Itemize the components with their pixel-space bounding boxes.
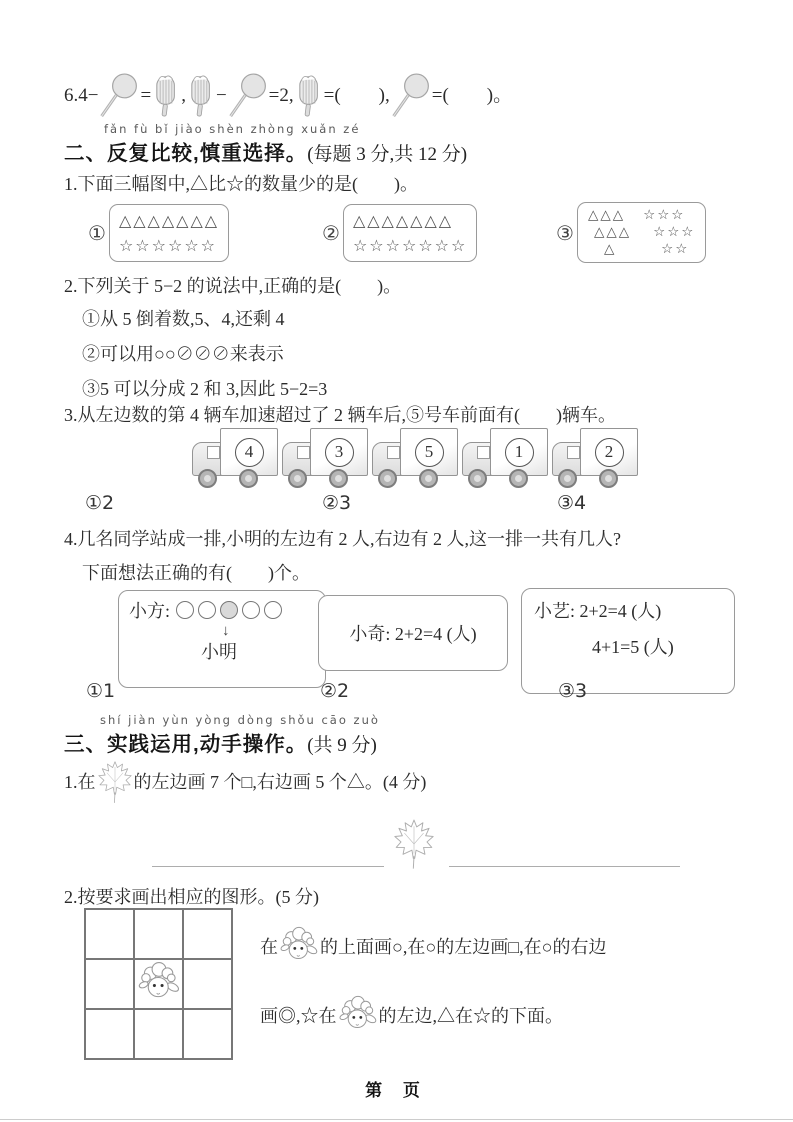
down-arrow-icon: ↓ [222,623,230,639]
truck-number: 3 [325,438,354,467]
q2-statement-2: ②可以用○○⊘⊘⊘来表示 [82,344,284,364]
q6-text-part: =( ), [323,85,390,106]
section2-title: 二、反复比较,慎重选择。 [64,142,308,165]
q1-figure-1-box [109,204,229,262]
person-dot [242,601,260,619]
sheep-icon [337,995,379,1037]
q6-text-part: =( )。 [431,85,513,106]
q4-option-3: ③3 [558,680,588,702]
star-line: ☆☆☆ [643,207,686,223]
q1-text: 1.下面三幅图中,△比☆的数量少的是( )。 [64,174,418,194]
answer-line-left [152,866,384,867]
page-footer: 第 页 [365,1081,428,1100]
q4-text-line1: 4.几名同学站成一排,小明的左边有 2 人,右边有 2 人,这一排一共有几人? [64,529,621,549]
q1-figure-1 [88,204,229,262]
q1-figure-3 [556,202,706,263]
xiaofang-row [129,597,315,623]
truck-wheel [468,469,487,488]
truck-wheel [558,469,577,488]
grid-cell [134,1009,183,1059]
truck-wheel [599,469,618,488]
grid-cell [85,1009,134,1059]
s3-q1-suffix: 的左边画 7 个□,右边画 5 个△。(4 分) [133,772,427,792]
sheep-icon [136,961,182,1007]
s3-q2-text: 2.按要求画出相应的图形。(5 分) [64,887,319,907]
s3-q1-prefix: 1.在 [64,772,96,792]
truck-icon [552,428,640,488]
truck-icon [372,428,460,488]
q3-truck-row [192,428,640,488]
q4-idea-box-xiaoqi [318,595,508,671]
truck-wheel [419,469,438,488]
q4-option-1: ①1 [86,680,116,702]
section3-pinyin: shí jiàn yùn yòng dòng shǒu cāo zuò [100,713,380,727]
section3-title: 三、实践运用,动手操作。 [64,733,308,756]
section2-pinyin: fǎn fù bǐ jiào shèn zhòng xuǎn zé [104,122,361,136]
triangle-line: △△△ [593,224,632,240]
person-dot [198,601,216,619]
grid-cell [183,909,232,959]
q6-text-part: = [140,85,152,106]
maple-leaf-icon [96,760,134,804]
s3-q2-line1-suffix: 的上面画○,在○的左边画□,在○的右边 [320,937,607,957]
star-row: ☆☆☆☆☆☆☆ [352,236,468,255]
truck-wheel [329,469,348,488]
xiaoming-label: 小明 [201,642,237,662]
star-cluster [643,207,695,258]
grid-cell [134,909,183,959]
popsicle-icon [294,70,324,122]
grid-cell-sheep [134,959,183,1009]
truck-wheel [378,469,397,488]
xiaoming-dot [220,601,238,619]
triangle-line: △△△ [587,207,626,223]
lollipop-icon [98,71,140,121]
s3-q2-line2-prefix: 画◎,☆在 [260,1006,337,1026]
truck-number: 2 [595,438,624,467]
s3-q2-line2-suffix: 的左边,△在☆的下面。 [378,1006,563,1026]
q4-idea-box-xiaoyi [521,588,735,694]
person-dot [176,601,194,619]
sheep-icon [278,926,320,968]
truck-icon [192,428,280,488]
lollipop-icon [227,71,269,121]
triangle-row: △△△△△△△ [118,211,220,230]
q2-statement-1: ①从 5 倒着数,5、4,还剩 4 [82,309,285,329]
q1-figure-2-label: ② [322,221,340,245]
truck-wheel [509,469,528,488]
answer-line-right [449,866,680,867]
star-line: ☆☆ [661,241,690,257]
star-row: ☆☆☆☆☆☆ [118,236,217,255]
q2-text: 2.下列关于 5−2 的说法中,正确的是( )。 [64,276,402,296]
q1-figure-2-box [343,204,477,262]
person-dot [264,601,282,619]
s3-q2-line1-prefix: 在 [260,937,278,957]
q6-text-part: − [215,85,227,106]
triangle-cluster [588,207,631,258]
star-line: ☆☆☆ [653,224,696,240]
triangle-row: △△△△△△△ [352,211,454,230]
section3-score: (共 9 分) [307,735,377,756]
truck-icon [282,428,370,488]
q1-figure-3-label: ③ [556,220,574,245]
q4-text-line2: 下面想法正确的有( )个。 [82,563,310,583]
s3-q2-instruction-line2 [260,985,563,1047]
truck-wheel [198,469,217,488]
q4-idea-box-xiaofang [118,590,326,688]
q6-text-part: =2, [268,85,294,106]
truck-number: 1 [505,438,534,467]
triangle-line: △ [603,241,617,257]
q1-figure-1-label: ① [88,221,106,245]
q1-figure-2 [322,204,477,262]
truck-number: 5 [415,438,444,467]
person-dots [176,601,282,619]
truck-wheel [239,469,258,488]
drawing-grid [84,908,233,1060]
q4-option-2: ②2 [320,680,350,702]
grid-cell [85,909,134,959]
section3-header [64,727,377,757]
grid-cell [183,959,232,1009]
maple-leaf-icon [392,818,436,870]
lollipop-icon [390,71,432,121]
q3-option-1: ①2 [85,492,115,514]
grid-cell [183,1009,232,1059]
q2-statement-3: ③5 可以分成 2 和 3,因此 5−2=3 [82,379,328,399]
q3-text: 3.从左边数的第 4 辆车加速超过了 2 辆车后,⑤号车前面有( )辆车。 [64,405,616,425]
page-bottom-edge [0,1119,793,1120]
popsicle-icon [151,70,181,122]
question-6-row [64,70,512,122]
truck-wheel [288,469,307,488]
section2-header [64,136,467,166]
xiaoyi-equation-1: 小艺: 2+2=4 (人) [534,601,662,621]
truck-number: 4 [235,438,264,467]
xiaoyi-equation-2: 4+1=5 (人) [592,637,674,657]
truck-icon [462,428,550,488]
grid-cell [85,959,134,1009]
q6-text-part: 6.4− [64,85,99,106]
q6-text-part: , [181,85,186,106]
q3-option-2: ②3 [322,492,352,514]
xiaoqi-equation: 小奇: 2+2=4 (人) [349,624,477,644]
s3-q1-row [64,758,426,806]
s3-q2-instruction-line1 [260,916,607,978]
q1-figure-3-box [577,202,706,263]
xiaofang-label: 小方: [129,601,171,621]
q3-option-3: ③4 [557,492,587,514]
popsicle-icon [186,70,216,122]
section2-score: (每题 3 分,共 12 分) [307,144,468,165]
